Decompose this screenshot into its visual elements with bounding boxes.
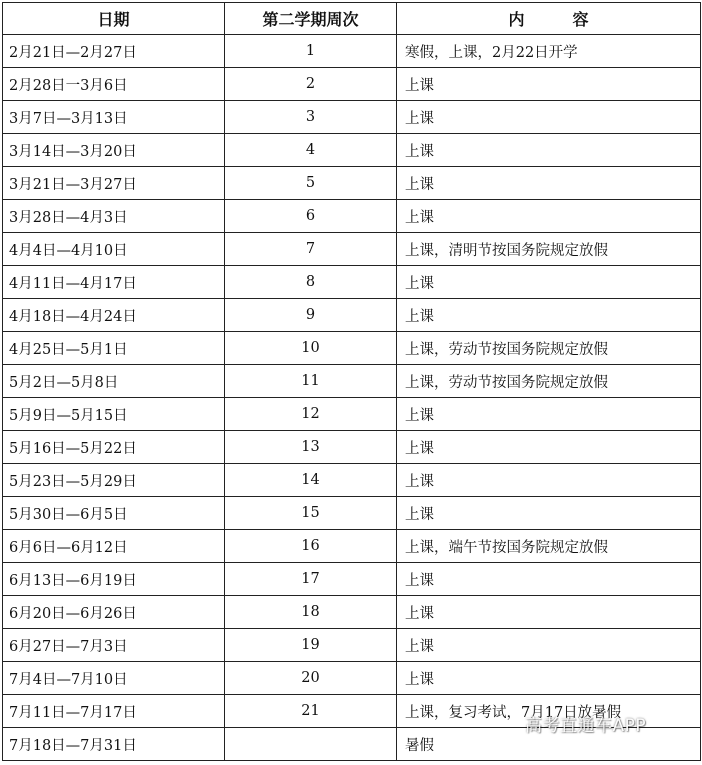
date-cell: 5月30日—6月5日 [3,497,225,530]
date-cell: 2月21日—2月27日 [3,35,225,68]
week-cell: 4 [225,134,397,167]
week-cell: 16 [225,530,397,563]
week-cell: 7 [225,233,397,266]
content-cell: 上课 [397,596,701,629]
content-cell: 上课，端午节按国务院规定放假 [397,530,701,563]
date-cell: 4月4日—4月10日 [3,233,225,266]
date-cell: 2月28日一3月6日 [3,68,225,101]
week-cell: 13 [225,431,397,464]
week-cell: 15 [225,497,397,530]
date-cell: 3月14日—3月20日 [3,134,225,167]
content-cell: 上课 [397,431,701,464]
content-cell: 上课 [397,299,701,332]
week-cell: 2 [225,68,397,101]
date-cell: 6月13日—6月19日 [3,563,225,596]
table-row [3,167,701,200]
content-cell: 暑假 [397,728,701,761]
date-cell: 3月21日—3月27日 [3,167,225,200]
table-row [3,134,701,167]
schedule-rows [3,35,701,761]
content-cell: 上课，复习考试，7月17日放暑假 [397,695,701,728]
week-cell: 6 [225,200,397,233]
table-row [3,299,701,332]
table-row [3,662,701,695]
content-cell: 上课，劳动节按国务院规定放假 [397,332,701,365]
week-cell: 21 [225,695,397,728]
date-cell: 3月28日—4月3日 [3,200,225,233]
table-row [3,365,701,398]
header-week: 第二学期周次 [225,3,397,35]
table-row [3,233,701,266]
week-cell: 9 [225,299,397,332]
date-cell: 6月27日—7月3日 [3,629,225,662]
week-cell: 19 [225,629,397,662]
table-row [3,695,701,728]
content-cell: 上课，清明节按国务院规定放假 [397,233,701,266]
table-row [3,266,701,299]
table-row [3,464,701,497]
table-row [3,398,701,431]
table-row [3,530,701,563]
content-cell: 上课 [397,398,701,431]
table-row [3,629,701,662]
table-row [3,563,701,596]
content-cell: 上课 [397,134,701,167]
date-cell: 3月7日—3月13日 [3,101,225,134]
week-cell: 8 [225,266,397,299]
date-cell: 4月25日—5月1日 [3,332,225,365]
content-cell: 上课 [397,266,701,299]
watermark: 高考直通车APP [525,716,647,736]
date-cell: 7月11日—7月17日 [3,695,225,728]
semester-schedule-table [2,2,701,761]
week-cell: 1 [225,35,397,68]
table-row [3,596,701,629]
table-row [3,332,701,365]
content-cell: 上课，劳动节按国务院规定放假 [397,365,701,398]
date-cell: 5月16日—5月22日 [3,431,225,464]
header-date: 日期 [3,3,225,35]
content-cell: 上课 [397,629,701,662]
content-cell: 上课 [397,200,701,233]
table-row [3,200,701,233]
date-cell: 6月6日—6月12日 [3,530,225,563]
table-row [3,68,701,101]
content-cell: 上课 [397,497,701,530]
week-cell: 11 [225,365,397,398]
header-row [3,3,701,35]
week-cell: 14 [225,464,397,497]
date-cell: 4月11日—4月17日 [3,266,225,299]
table-row [3,728,701,761]
content-cell: 上课 [397,167,701,200]
week-cell: 3 [225,101,397,134]
week-cell [225,728,397,761]
header-content: 内 容 [397,3,701,35]
date-cell: 7月4日—7月10日 [3,662,225,695]
date-cell: 4月18日—4月24日 [3,299,225,332]
table-row [3,497,701,530]
table-row [3,431,701,464]
week-cell: 20 [225,662,397,695]
content-cell: 上课 [397,662,701,695]
table-row [3,35,701,68]
date-cell: 5月2日—5月8日 [3,365,225,398]
content-cell: 上课 [397,563,701,596]
content-cell: 寒假，上课，2月22日开学 [397,35,701,68]
week-cell: 12 [225,398,397,431]
week-cell: 10 [225,332,397,365]
table-row [3,101,701,134]
week-cell: 17 [225,563,397,596]
content-cell: 上课 [397,464,701,497]
content-cell: 上课 [397,101,701,134]
date-cell: 5月9日—5月15日 [3,398,225,431]
week-cell: 5 [225,167,397,200]
date-cell: 6月20日—6月26日 [3,596,225,629]
school-calendar-sheet [2,2,701,761]
week-cell: 18 [225,596,397,629]
date-cell: 7月18日—7月31日 [3,728,225,761]
date-cell: 5月23日—5月29日 [3,464,225,497]
content-cell: 上课 [397,68,701,101]
